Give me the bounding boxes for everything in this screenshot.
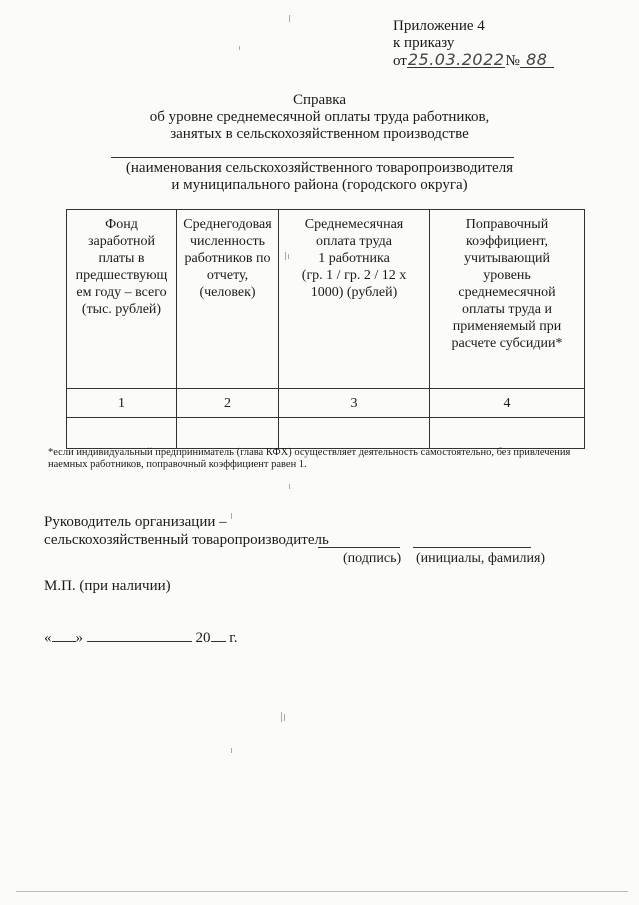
table-column-number-row bbox=[67, 389, 585, 418]
title-line-3: занятых в сельскохозяйственном производстве bbox=[170, 126, 469, 142]
signature-caption: (подпись) bbox=[343, 551, 402, 566]
year-blank bbox=[211, 628, 226, 642]
column-number: 4 bbox=[430, 389, 585, 418]
wage-table bbox=[66, 209, 585, 449]
column-number: 1 bbox=[67, 389, 177, 418]
order-date-line bbox=[393, 52, 554, 70]
producer-caption bbox=[0, 160, 639, 194]
table-cell bbox=[177, 418, 279, 449]
name-caption: (инициалы, фамилия) bbox=[416, 551, 546, 566]
header-cell: Поправочный коэффициент, учитывающий уровень среднемесячной оплаты труда и применяемый при расчете субсидии* bbox=[430, 210, 585, 389]
from-label: от bbox=[393, 53, 407, 69]
appendix-number: Приложение 4 bbox=[393, 18, 485, 34]
month-blank bbox=[87, 628, 192, 642]
signature-label-line-2: сельскохозяйственный товаропроизводитель bbox=[44, 532, 329, 548]
handwritten-order-date: 25.03.2022 bbox=[407, 50, 505, 69]
title-line-2: об уровне среднемесячной оплаты труда работников, bbox=[149, 109, 490, 125]
signature-label-line-1: Руководитель организации – bbox=[44, 514, 227, 530]
header-cell: Фонд заработной платы в предшествующ ем году – всего (тыс. рублей) bbox=[67, 210, 177, 389]
year-suffix: г. bbox=[225, 630, 238, 646]
table-cell bbox=[279, 418, 430, 449]
date-open-quote: « bbox=[44, 630, 52, 646]
signing-date-line bbox=[44, 628, 237, 647]
name-line bbox=[413, 547, 531, 548]
column-number: 3 bbox=[279, 389, 430, 418]
date-close-quote: » bbox=[75, 630, 83, 646]
title-line-1: Справка bbox=[293, 92, 346, 108]
year-prefix: 20 bbox=[195, 630, 211, 646]
footnote: *если индивидуальный предприниматель (глава КФХ) осуществляет деятельность самостоятельно, без привлечения наемных работников, поправочный коэффициент равен 1. bbox=[48, 447, 571, 470]
table-cell bbox=[67, 418, 177, 449]
producer-name-line bbox=[111, 157, 514, 158]
producer-caption-line-2: и муниципального района (городского округа) bbox=[171, 177, 468, 193]
column-number: 2 bbox=[177, 389, 279, 418]
day-blank bbox=[52, 628, 76, 642]
table-cell bbox=[430, 418, 585, 449]
signature-line bbox=[318, 547, 400, 548]
header-cell: Среднемесячная оплата труда 1 работника (гр. 1 / гр. 2 / 12 х 1000) (рублей) bbox=[279, 210, 430, 389]
table-header-row bbox=[67, 210, 585, 389]
handwritten-order-number: 88 bbox=[520, 52, 554, 68]
appendix-header bbox=[393, 18, 554, 70]
scan-edge-line bbox=[16, 891, 628, 892]
appendix-order-ref: к приказу bbox=[393, 35, 455, 51]
producer-caption-line-1: (наименования сельскохозяйственного товаропроизводителя bbox=[125, 160, 514, 176]
number-label: № bbox=[505, 53, 520, 69]
document-title bbox=[0, 92, 639, 143]
table-data-row bbox=[67, 418, 585, 449]
stamp-label: М.П. (при наличии) bbox=[44, 578, 171, 594]
header-cell: Среднегодовая численность работников по отчету, (человек) bbox=[177, 210, 279, 389]
